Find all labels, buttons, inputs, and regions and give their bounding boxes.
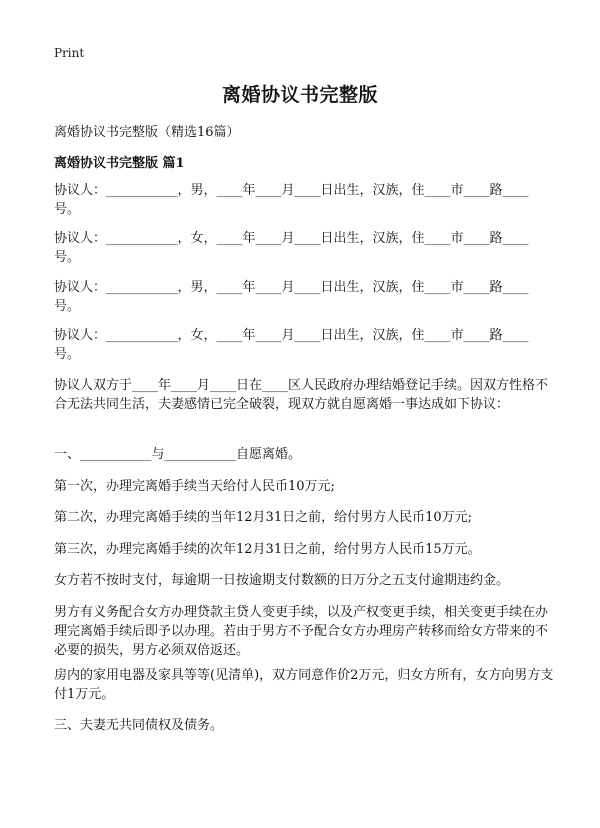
payment-third-paragraph: 第三次，办理完离婚手续的次年12月31日之前，给付男方人民币15万元。 (54, 542, 481, 557)
penalty-paragraph: 女方若不按时支付，每逾期一日按逾期支付数额的日万分之五支付逾期违约金。 (54, 573, 510, 588)
document-subtitle: 离婚协议书完整版（精选16篇） (54, 125, 240, 140)
payment-first-paragraph: 第一次，办理完离婚手续当天给付人民币10万元; (54, 479, 335, 494)
party-paragraph-3: 协议人：___________，男，____年____月____日出生，汉族，住____市____路____号。 (54, 280, 529, 314)
document-title: 离婚协议书完整版 (221, 84, 378, 106)
section-heading: 离婚协议书完整版 篇1 (54, 156, 185, 171)
print-label: Print (54, 46, 85, 60)
party-paragraph-2: 协议人：___________，女，____年____月____日出生，汉族，住____市____路____号。 (54, 231, 529, 265)
furniture-paragraph: 房内的家用电器及家具等等(见清单)，双方同意作价2万元，归女方所有，女方向男方支付1万元。 (54, 668, 554, 702)
party-paragraph-1: 协议人：___________，男，____年____月____日出生，汉族，住____市____路____号。 (54, 183, 529, 217)
party-paragraph-4: 协议人：___________，女，____年____月____日出生，汉族，住____市____路____号。 (54, 328, 529, 362)
payment-second-paragraph: 第二次，办理完离婚手续的当年12月31日之前，给付男方人民币10万元; (54, 510, 473, 525)
clause-three-paragraph: 三、夫妻无共同债权及债务。 (54, 718, 224, 733)
property-transfer-paragraph: 男方有义务配合女方办理贷款主贷人变更手续，以及产权变更手续，相关变更手续在办理完离婚手续后即予以办理。若由于男方不予配合女方办理房产转移而给女方带来的不必要的损失，男方必须双倍返还。 (54, 605, 549, 658)
agreement-intro-paragraph: 协议人双方于____年____月____日在____区人民政府办理结婚登记手续。因双方性格不合无法共同生活，夫妻感情已完全破裂，现双方就自愿离婚一事达成如下协议： (54, 378, 549, 412)
clause-one-paragraph: 一、___________与___________自愿离婚。 (54, 447, 302, 462)
